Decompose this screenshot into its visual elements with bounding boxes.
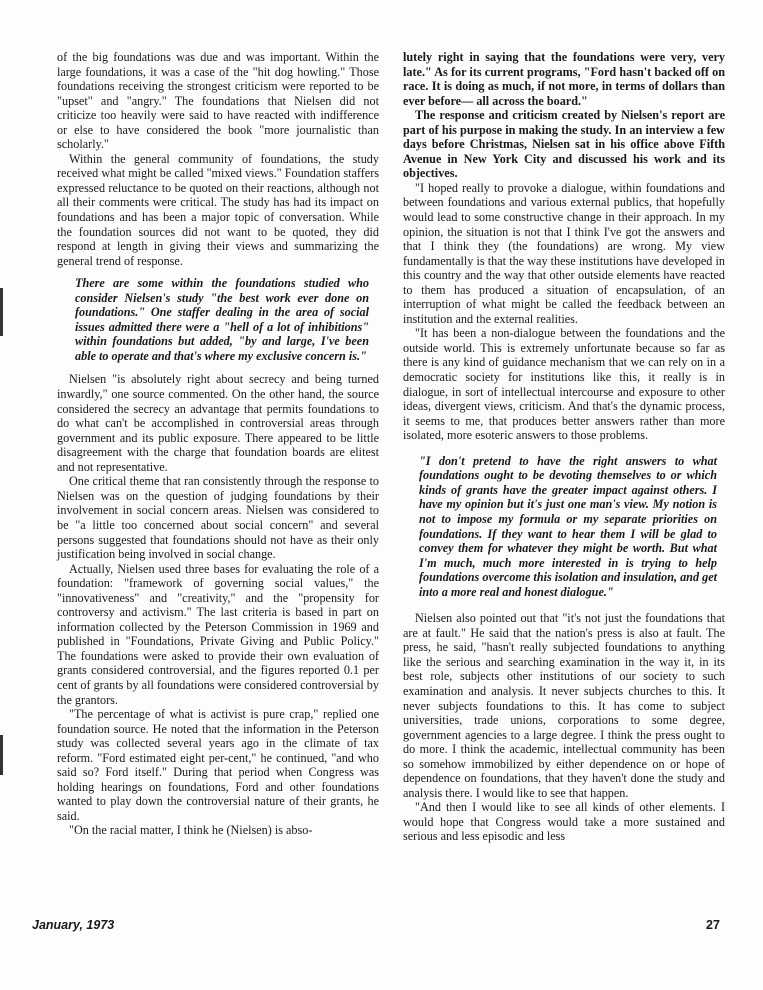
paragraph: Nielsen "is absolutely right about secrecy and being turned inwardly," one source commented. On the other hand, the source considered the secrecy an advantage that permits foundations to do what can't be accomplished in controversial areas through government and its public exposure. There appeared to be little disagreement with the charge that foundation boards are elitest and not representative. [57,372,379,474]
right-column [403,50,725,844]
paragraph: Nielsen also pointed out that "it's not just the foundations that are at fault." He said that the nation's press is also at fault. The press, he said, "hasn't really subjected foundations to anything like the serious and searching examination in the way it, in its best role, subjects other institutions of our society to such examination and analysis. It never subjects churches to this. It never subjects foundations to this. It has come to subject universities, trade unions, corporations to some degree, government agencies to a large degree. I think the press ought to do more. I think the academic, intellectual community has been so somehow immobilized by either dependence on or hope of dependence on foundations, that they haven't done the study and analysis there. I would like to see that happen. [403,611,725,800]
pull-quote: There are some within the foundations studied who consider Nielsen's study "the best work ever done on foundations." One staffer dealing in the area of social issues admitted there were a "hell of a lot of inhibitions" within foundations but added, "by and large, I've been able to operate and that's where my exclusive concern is." [75,276,369,363]
paragraph: "It has been a non-dialogue between the foundations and the outside world. This is extremely unfortunate because so far as there is any kind of guidance mechanism that we can rely on in a democratic society for institutions like this, it really is in dialogue, in sort of intellectual intercourse and exposure to other ideas, divergent views, criticism. And that's the dynamic process, it seems to me, that produces better answers rather than more isolated, more esoteric answers to those problems. [403,326,725,443]
margin-mark [0,735,3,775]
paragraph: "The percentage of what is activist is pure crap," replied one foundation source. He noted that the information in the Peterson study was collected several years ago in the climate of tax reform. "Ford estimated eight per-cent," he continued, "and who said so? Ford itself." During that period when Congress was holding hearings on foundations, Ford and other foundations wanted to play down the controversial nature of their grants, he said. [57,707,379,823]
paragraph: "I hoped really to provoke a dialogue, within foundations and between foundations and various external publics, that hopefully would lead to some constructive change in their approach. In my opinion, the situation is not that I think I've got the answers and that I think they (the foundations) are wrong. My view fundamentally is that the way these institutions have developed in this country and the way that other outside elements have reacted to them has produced a situation of encapsulation, of an interruption of what might be called the feedback between an institution and the external realities. [403,180,725,326]
page-number: 27 [706,918,720,932]
margin-mark [0,288,3,336]
paragraph: lutely right in saying that the foundations were very, very late." As for its current programs, "Ford hasn't backed off on race. It is doing as much, if not more, in terms of dollars than ever before— all across the board." [403,50,725,108]
paragraph: Actually, Nielsen used three bases for evaluating the role of a foundation: "framework of governing social values," the "innovativeness" and "creativity," and the "propensity for controversy and activism." The last criteria is based in part on information collected by the Peterson Commission in 1969 and published in "Foundations, Private Giving and Public Policy." The foundations were asked to provide their own evaluation of grants considered controversial, and the figures reported 0.1 per cent of grants by all foundations were considered controversial by the grantors. [57,561,379,707]
paragraph: "And then I would like to see all kinds of other elements. I would hope that Congress would take a more sustained and serious and less episodic and less [403,800,725,844]
paragraph: One critical theme that ran consistently through the response to Nielsen was on the question of judging foundations by their involvement in social concern areas. Nielsen was considered to be "a little too concerned about social concern" and several persons suggested that foundations should not have as their only justification being involved in social change. [57,474,379,562]
paragraph: "On the racial matter, I think he (Nielsen) is abso- [69,823,313,838]
left-column [57,50,379,838]
pull-quote: "I don't pretend to have the right answers to what foundations ought to be devoting themselves to or which kinds of grants have the greater impact against others. I have my opinion but it's just one man's view. My notion is not to impose my formula or my separate priorities on foundations. If they want to hear them I will be glad to convey them for whatever they might be worth. But what I'm much, much more interested in is trying to help foundations overcome this isolation and insulation, and get into a more real and honest dialogue." [419,453,717,599]
paragraph: The response and criticism created by Nielsen's report are part of his purpose in making the study. In an interview a few days before Christmas, Nielsen sat in his office above Fifth Avenue in New York City and discussed his work and its objectives. [403,108,725,181]
paragraph: Within the general community of foundations, the study received what might be called "mixed views." Foundation staffers expressed reluctance to be quoted on their reactions, although not all their comments were critical. The study has had its impact on foundations and has been a major topic of conversation. While the foundation sources did not want to be quoted, they did respond at length in giving their views and summarizing the general trend of response. [57,151,379,268]
footer-date: January, 1973 [32,918,115,932]
paragraph: of the big foundations was due and was important. Within the large foundations, it was a case of the "hit dog howling." Those foundations receiving the strongest criticism were reported to be "upset" and "angry." The foundations that Nielsen did not criticize too heavily were said to have reacted with indifference or else to have considered the book "more journalistic than scholarly." [57,50,379,152]
